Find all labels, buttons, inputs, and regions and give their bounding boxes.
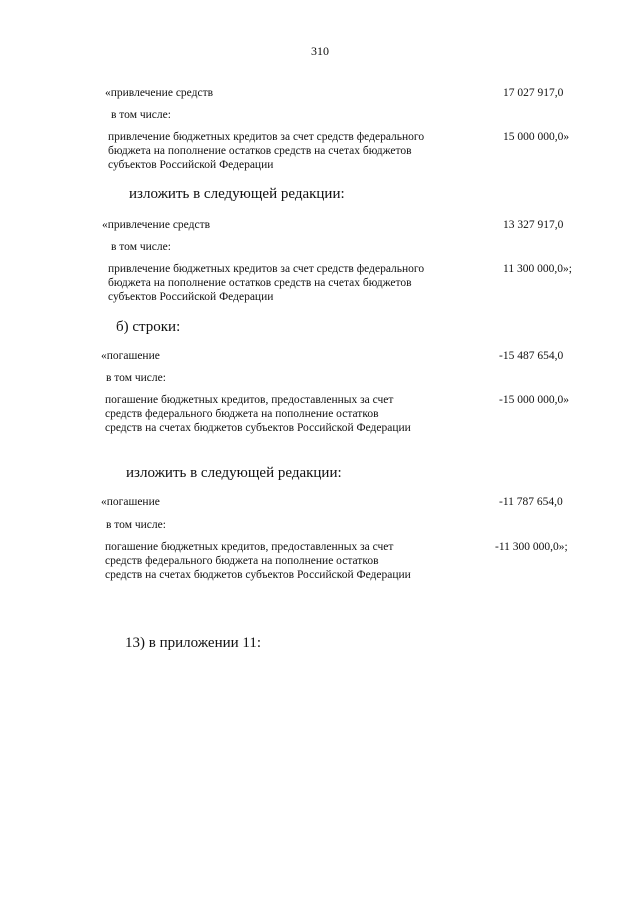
heading-appendix-11: 13) в приложении 11: [125,635,262,651]
heading-edit-2: изложить в следующей редакции: [126,465,342,481]
b1-value: 17 027 917,0 [503,87,564,99]
b3-including: в том числе: [106,372,166,384]
b4-label: «погашение [101,496,160,508]
b4-detail: погашение бюджетных кредитов, предоставленных за счет средств федерального бюджета на пополнение остатков средств на счетах бюджетов субъектов Российской Федерации [105,541,411,581]
b4-detail-value: -11 300 000,0»; [495,541,568,553]
b3-label: «погашение [101,350,160,362]
b2-detail-value: 11 300 000,0»; [503,263,572,275]
b1-label: «привлечение средств [105,87,214,99]
b1-detail: привлечение бюджетных кредитов за счет средств федерального бюджета на пополнение остатков средств на счетах бюджетов субъектов Российской Федерации [108,131,425,171]
b4-value: -11 787 654,0 [499,496,563,508]
b2-label: «привлечение средств [102,219,211,231]
b3-value: -15 487 654,0 [499,350,564,362]
b3-detail-value: -15 000 000,0» [499,394,569,406]
heading-rows: б) строки: [116,319,181,335]
b3-detail: погашение бюджетных кредитов, предоставленных за счет средств федерального бюджета на пополнение остатков средств на счетах бюджетов субъектов Российской Федерации [105,394,411,434]
b2-detail: привлечение бюджетных кредитов за счет средств федерального бюджета на пополнение остатков средств на счетах бюджетов субъектов Российской Федерации [108,263,425,303]
b1-detail-value: 15 000 000,0» [503,131,570,143]
b2-including: в том числе: [111,241,171,253]
b4-including: в том числе: [106,519,166,531]
b2-value: 13 327 917,0 [503,219,564,231]
page-number: 310 [311,44,329,58]
heading-edit-1: изложить в следующей редакции: [129,186,345,202]
b1-including: в том числе: [111,109,171,121]
